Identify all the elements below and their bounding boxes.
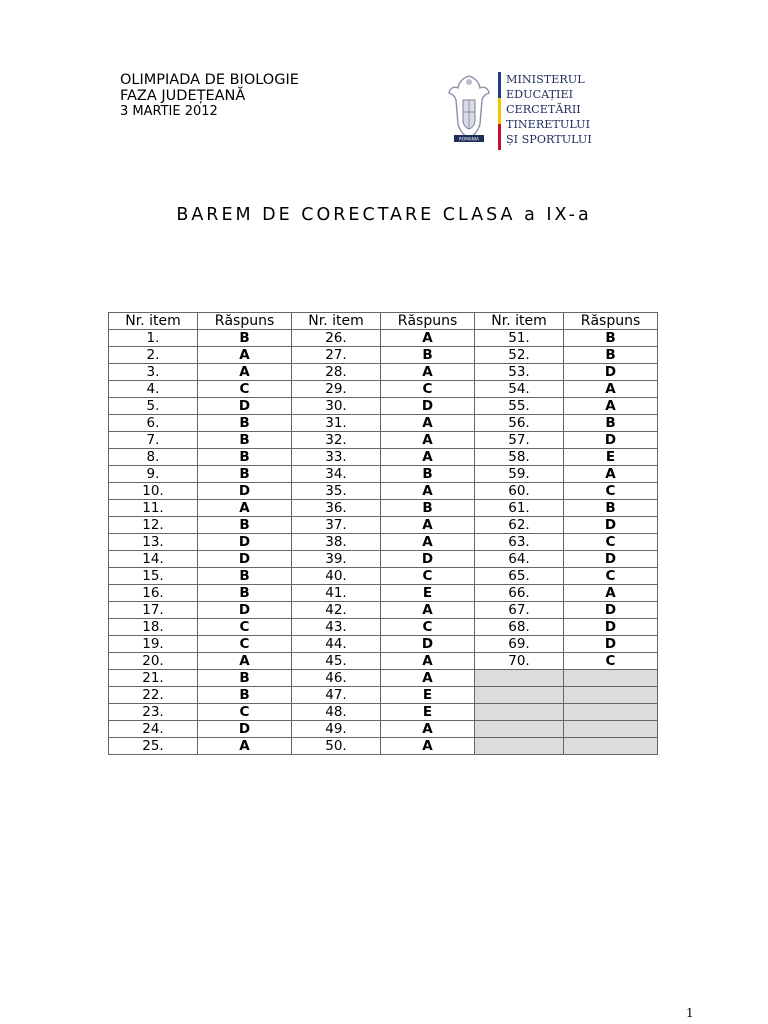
answer-cell: A bbox=[381, 364, 475, 381]
answer-cell: B bbox=[198, 585, 292, 602]
answer-cell: B bbox=[564, 415, 658, 432]
answer-cell: C bbox=[564, 534, 658, 551]
item-number-cell: 1. bbox=[109, 330, 198, 347]
document-header bbox=[120, 72, 299, 120]
answer-cell: B bbox=[381, 347, 475, 364]
item-number-cell: 50. bbox=[292, 738, 381, 755]
table-row bbox=[109, 721, 658, 738]
ministry-line: CERCETĂRII bbox=[506, 103, 581, 116]
answer-cell: C bbox=[381, 568, 475, 585]
item-number-cell: 43. bbox=[292, 619, 381, 636]
item-number-cell: 61. bbox=[475, 500, 564, 517]
column-header-item: Nr. item bbox=[292, 313, 381, 330]
ministry-logo bbox=[446, 70, 592, 152]
item-number-cell: 7. bbox=[109, 432, 198, 449]
flag-stripe-yellow bbox=[498, 98, 501, 124]
olympiad-name: OLIMPIADA DE BIOLOGIE bbox=[120, 72, 299, 88]
answer-cell: D bbox=[198, 398, 292, 415]
answer-cell: C bbox=[564, 653, 658, 670]
item-number-cell: 39. bbox=[292, 551, 381, 568]
item-number-cell: 25. bbox=[109, 738, 198, 755]
item-number-cell: 4. bbox=[109, 381, 198, 398]
answer-cell bbox=[564, 687, 658, 704]
item-number-cell: 44. bbox=[292, 636, 381, 653]
answer-cell bbox=[564, 704, 658, 721]
olympiad-phase: FAZA JUDEȚEANĂ bbox=[120, 88, 246, 104]
answer-cell: D bbox=[564, 517, 658, 534]
item-number-cell: 34. bbox=[292, 466, 381, 483]
answer-cell: B bbox=[564, 500, 658, 517]
item-number-cell: 20. bbox=[109, 653, 198, 670]
table-row bbox=[109, 704, 658, 721]
item-number-cell: 66. bbox=[475, 585, 564, 602]
answer-cell: B bbox=[564, 330, 658, 347]
table-row bbox=[109, 687, 658, 704]
answer-cell: A bbox=[381, 721, 475, 738]
tricolor-bar bbox=[498, 72, 501, 150]
answer-cell: A bbox=[381, 534, 475, 551]
answer-cell: A bbox=[198, 364, 292, 381]
item-number-cell: 54. bbox=[475, 381, 564, 398]
item-number-cell: 3. bbox=[109, 364, 198, 381]
item-number-cell: 32. bbox=[292, 432, 381, 449]
answer-cell: B bbox=[198, 330, 292, 347]
answer-cell: B bbox=[198, 670, 292, 687]
item-number-cell: 53. bbox=[475, 364, 564, 381]
item-number-cell: 9. bbox=[109, 466, 198, 483]
answer-cell: E bbox=[381, 687, 475, 704]
item-number-cell: 33. bbox=[292, 449, 381, 466]
item-number-cell: 64. bbox=[475, 551, 564, 568]
item-number-cell: 65. bbox=[475, 568, 564, 585]
column-header-answer: Răspuns bbox=[564, 313, 658, 330]
answer-cell: A bbox=[564, 381, 658, 398]
answer-cell: C bbox=[198, 704, 292, 721]
answer-cell: D bbox=[198, 721, 292, 738]
table-row bbox=[109, 415, 658, 432]
item-number-cell: 18. bbox=[109, 619, 198, 636]
item-number-cell bbox=[475, 670, 564, 687]
answer-cell: A bbox=[564, 466, 658, 483]
item-number-cell: 24. bbox=[109, 721, 198, 738]
item-number-cell: 41. bbox=[292, 585, 381, 602]
answer-cell bbox=[564, 738, 658, 755]
item-number-cell: 10. bbox=[109, 483, 198, 500]
answer-cell: E bbox=[564, 449, 658, 466]
item-number-cell: 27. bbox=[292, 347, 381, 364]
item-number-cell: 42. bbox=[292, 602, 381, 619]
table-row bbox=[109, 585, 658, 602]
table-row bbox=[109, 483, 658, 500]
flag-stripe-blue bbox=[498, 72, 501, 98]
answer-cell: D bbox=[198, 602, 292, 619]
page-title: BAREM DE CORECTARE CLASA a IX-a bbox=[176, 205, 592, 225]
table-row bbox=[109, 517, 658, 534]
item-number-cell: 70. bbox=[475, 653, 564, 670]
item-number-cell: 29. bbox=[292, 381, 381, 398]
item-number-cell: 6. bbox=[109, 415, 198, 432]
table-row bbox=[109, 619, 658, 636]
table-body bbox=[109, 330, 658, 755]
item-number-cell: 40. bbox=[292, 568, 381, 585]
ministry-line: ȘI SPORTULUI bbox=[506, 133, 592, 146]
item-number-cell bbox=[475, 704, 564, 721]
answer-cell: B bbox=[198, 517, 292, 534]
item-number-cell: 45. bbox=[292, 653, 381, 670]
item-number-cell: 17. bbox=[109, 602, 198, 619]
column-header-item: Nr. item bbox=[109, 313, 198, 330]
table-header-row bbox=[109, 313, 658, 330]
answer-cell: D bbox=[564, 432, 658, 449]
answer-cell: D bbox=[381, 398, 475, 415]
table-row bbox=[109, 534, 658, 551]
answer-cell: B bbox=[381, 466, 475, 483]
answer-cell: B bbox=[564, 347, 658, 364]
answer-cell: B bbox=[198, 415, 292, 432]
item-number-cell: 56. bbox=[475, 415, 564, 432]
item-number-cell: 19. bbox=[109, 636, 198, 653]
table-row bbox=[109, 466, 658, 483]
crest-caption: ROMANIA bbox=[459, 136, 479, 142]
table-row bbox=[109, 551, 658, 568]
answer-cell: D bbox=[564, 364, 658, 381]
answer-cell: B bbox=[198, 568, 292, 585]
item-number-cell: 52. bbox=[475, 347, 564, 364]
answer-cell: D bbox=[198, 483, 292, 500]
answer-cell: A bbox=[198, 347, 292, 364]
answer-cell: C bbox=[198, 636, 292, 653]
answer-cell: D bbox=[564, 636, 658, 653]
answer-cell: A bbox=[381, 449, 475, 466]
item-number-cell: 55. bbox=[475, 398, 564, 415]
answer-cell: A bbox=[381, 670, 475, 687]
item-number-cell: 51. bbox=[475, 330, 564, 347]
item-number-cell: 16. bbox=[109, 585, 198, 602]
answer-cell: C bbox=[564, 568, 658, 585]
answer-cell: B bbox=[198, 466, 292, 483]
item-number-cell: 47. bbox=[292, 687, 381, 704]
item-number-cell: 23. bbox=[109, 704, 198, 721]
item-number-cell: 62. bbox=[475, 517, 564, 534]
answer-cell: E bbox=[381, 585, 475, 602]
table-row bbox=[109, 653, 658, 670]
answer-cell: C bbox=[381, 381, 475, 398]
answer-cell: D bbox=[381, 551, 475, 568]
table-row bbox=[109, 449, 658, 466]
table-row bbox=[109, 602, 658, 619]
table-row bbox=[109, 398, 658, 415]
item-number-cell: 57. bbox=[475, 432, 564, 449]
coat-of-arms-icon bbox=[446, 72, 492, 146]
answer-cell: D bbox=[564, 619, 658, 636]
answer-cell: D bbox=[564, 551, 658, 568]
table-row bbox=[109, 738, 658, 755]
answer-cell: D bbox=[198, 534, 292, 551]
ministry-line: MINISTERUL bbox=[506, 73, 585, 86]
answer-cell: D bbox=[564, 602, 658, 619]
answer-cell: B bbox=[381, 500, 475, 517]
table-row bbox=[109, 330, 658, 347]
answer-cell: A bbox=[198, 738, 292, 755]
answer-cell: B bbox=[198, 449, 292, 466]
item-number-cell: 58. bbox=[475, 449, 564, 466]
answer-cell: A bbox=[381, 415, 475, 432]
ministry-line: TINERETULUI bbox=[506, 118, 590, 131]
answer-cell: A bbox=[381, 432, 475, 449]
answer-cell: A bbox=[381, 330, 475, 347]
column-header-answer: Răspuns bbox=[381, 313, 475, 330]
table-row bbox=[109, 347, 658, 364]
item-number-cell: 11. bbox=[109, 500, 198, 517]
answer-key-table bbox=[108, 312, 658, 755]
table-row bbox=[109, 568, 658, 585]
item-number-cell: 49. bbox=[292, 721, 381, 738]
flag-stripe-red bbox=[498, 124, 501, 150]
column-header-item: Nr. item bbox=[475, 313, 564, 330]
answer-cell: C bbox=[564, 483, 658, 500]
answer-cell: B bbox=[198, 687, 292, 704]
answer-cell: C bbox=[198, 619, 292, 636]
item-number-cell: 28. bbox=[292, 364, 381, 381]
column-header-answer: Răspuns bbox=[198, 313, 292, 330]
answer-cell: D bbox=[198, 551, 292, 568]
item-number-cell bbox=[475, 738, 564, 755]
item-number-cell: 13. bbox=[109, 534, 198, 551]
table-row bbox=[109, 432, 658, 449]
olympiad-date: 3 MARTIE 2012 bbox=[120, 104, 218, 119]
table-row bbox=[109, 636, 658, 653]
table-row bbox=[109, 381, 658, 398]
answer-cell: A bbox=[381, 653, 475, 670]
item-number-cell: 31. bbox=[292, 415, 381, 432]
answer-cell: E bbox=[381, 704, 475, 721]
item-number-cell bbox=[475, 721, 564, 738]
item-number-cell: 8. bbox=[109, 449, 198, 466]
item-number-cell: 48. bbox=[292, 704, 381, 721]
answer-cell: A bbox=[198, 653, 292, 670]
ministry-name bbox=[506, 72, 592, 147]
item-number-cell: 21. bbox=[109, 670, 198, 687]
item-number-cell: 67. bbox=[475, 602, 564, 619]
item-number-cell: 14. bbox=[109, 551, 198, 568]
answer-cell: A bbox=[381, 483, 475, 500]
item-number-cell: 46. bbox=[292, 670, 381, 687]
answer-cell: C bbox=[381, 619, 475, 636]
answer-cell bbox=[564, 721, 658, 738]
table-row bbox=[109, 670, 658, 687]
item-number-cell: 2. bbox=[109, 347, 198, 364]
item-number-cell: 38. bbox=[292, 534, 381, 551]
answer-cell: B bbox=[198, 432, 292, 449]
item-number-cell: 5. bbox=[109, 398, 198, 415]
item-number-cell: 60. bbox=[475, 483, 564, 500]
answer-cell: D bbox=[381, 636, 475, 653]
answer-cell: A bbox=[564, 398, 658, 415]
item-number-cell: 59. bbox=[475, 466, 564, 483]
item-number-cell bbox=[475, 687, 564, 704]
table-row bbox=[109, 364, 658, 381]
answer-cell: A bbox=[564, 585, 658, 602]
item-number-cell: 26. bbox=[292, 330, 381, 347]
item-number-cell: 12. bbox=[109, 517, 198, 534]
item-number-cell: 68. bbox=[475, 619, 564, 636]
table-row bbox=[109, 500, 658, 517]
item-number-cell: 36. bbox=[292, 500, 381, 517]
item-number-cell: 69. bbox=[475, 636, 564, 653]
item-number-cell: 30. bbox=[292, 398, 381, 415]
item-number-cell: 15. bbox=[109, 568, 198, 585]
ministry-line: EDUCAȚIEI bbox=[506, 88, 574, 101]
item-number-cell: 35. bbox=[292, 483, 381, 500]
answer-cell: C bbox=[198, 381, 292, 398]
answer-cell: A bbox=[381, 602, 475, 619]
answer-cell bbox=[564, 670, 658, 687]
page-number: 1 bbox=[686, 1006, 694, 1020]
answer-cell: A bbox=[381, 738, 475, 755]
answer-cell: A bbox=[198, 500, 292, 517]
item-number-cell: 22. bbox=[109, 687, 198, 704]
item-number-cell: 63. bbox=[475, 534, 564, 551]
answer-cell: A bbox=[381, 517, 475, 534]
item-number-cell: 37. bbox=[292, 517, 381, 534]
